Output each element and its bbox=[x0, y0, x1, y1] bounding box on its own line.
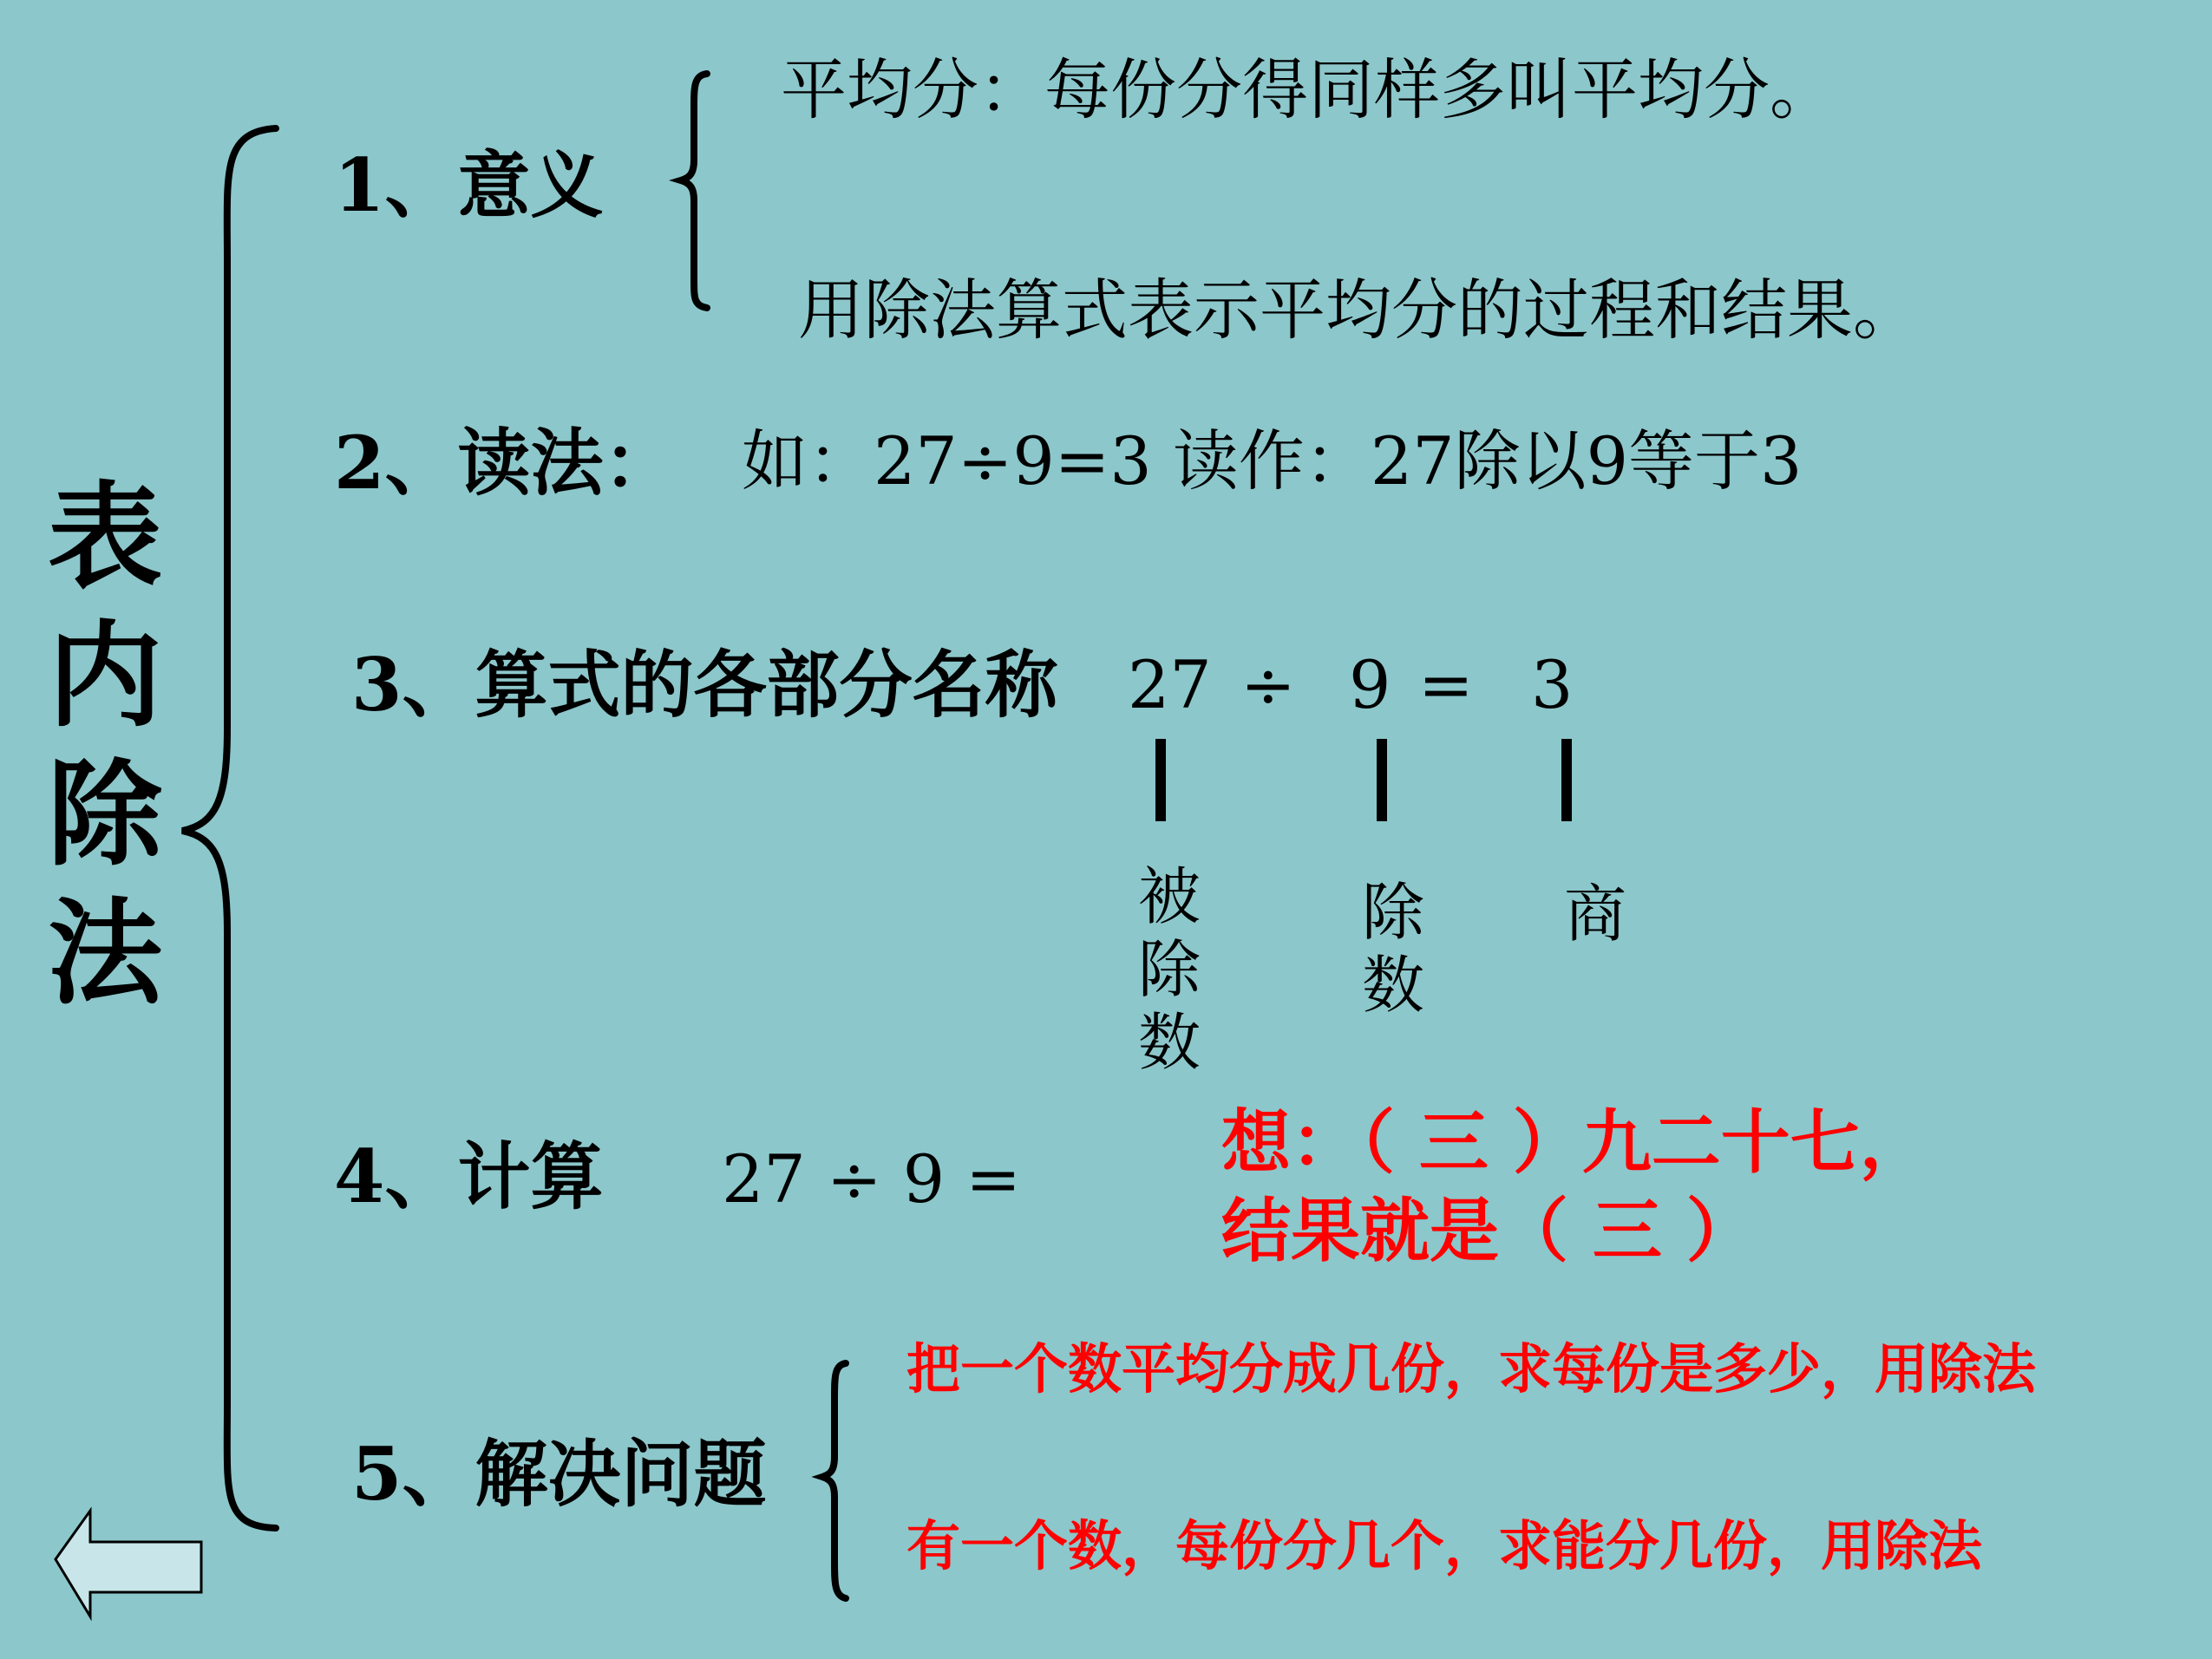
dividend-name-char: 除 bbox=[1138, 933, 1201, 1006]
section-meaning-label: 1、意义 bbox=[334, 142, 604, 228]
dividend-name-char: 被 bbox=[1138, 860, 1201, 933]
calc-equation: 27 ÷ 9 = bbox=[722, 1140, 1021, 1218]
section-solve-label: 5、解决问题 bbox=[351, 1431, 767, 1517]
parts-divisor: 9 bbox=[1349, 646, 1391, 723]
parts-equals-sign: = bbox=[1418, 646, 1474, 723]
quotient-name-char: 商 bbox=[1564, 878, 1627, 950]
main-title-char: 内 bbox=[48, 609, 162, 743]
section-parts-label: 3、算式的各部分名称 bbox=[351, 642, 1058, 728]
section-calc-label: 4、计算 bbox=[334, 1133, 604, 1219]
reading-example: 如：27÷9=3 读作：27除以9等于3 bbox=[742, 422, 1803, 500]
calc-think-line1: 想：（ 三 ）九二十七， bbox=[1221, 1102, 1929, 1183]
main-title-char: 法 bbox=[48, 886, 162, 1021]
divisor-name-char: 数 bbox=[1362, 949, 1425, 1022]
calc-think-line2: 结果就是（ 三 ） bbox=[1221, 1191, 1756, 1271]
divisor-name-char: 除 bbox=[1362, 876, 1425, 949]
main-title-char: 除 bbox=[48, 748, 162, 882]
dividend-name-char: 数 bbox=[1138, 1006, 1201, 1079]
main-title-char: 表 bbox=[48, 470, 162, 604]
section-reading-label: 2、读法： bbox=[334, 420, 677, 506]
solve-rule-1: 把一个数平均分成几份，求每份是多少，用除法 bbox=[906, 1337, 2037, 1401]
parts-dividend: 27 bbox=[1128, 646, 1212, 723]
parts-quotient: 3 bbox=[1531, 646, 1574, 723]
solve-rule-2: 有一个数，每份分几个，求能分几份，用除法 bbox=[906, 1514, 1983, 1577]
parts-division-sign: ÷ bbox=[1240, 646, 1296, 723]
meaning-definition: 平均分：每份分得同样多叫平均分。 bbox=[781, 51, 1836, 128]
meaning-division: 用除法算式表示平均分的过程和结果。 bbox=[798, 271, 1919, 349]
left-arrow-icon[interactable] bbox=[52, 1507, 208, 1624]
